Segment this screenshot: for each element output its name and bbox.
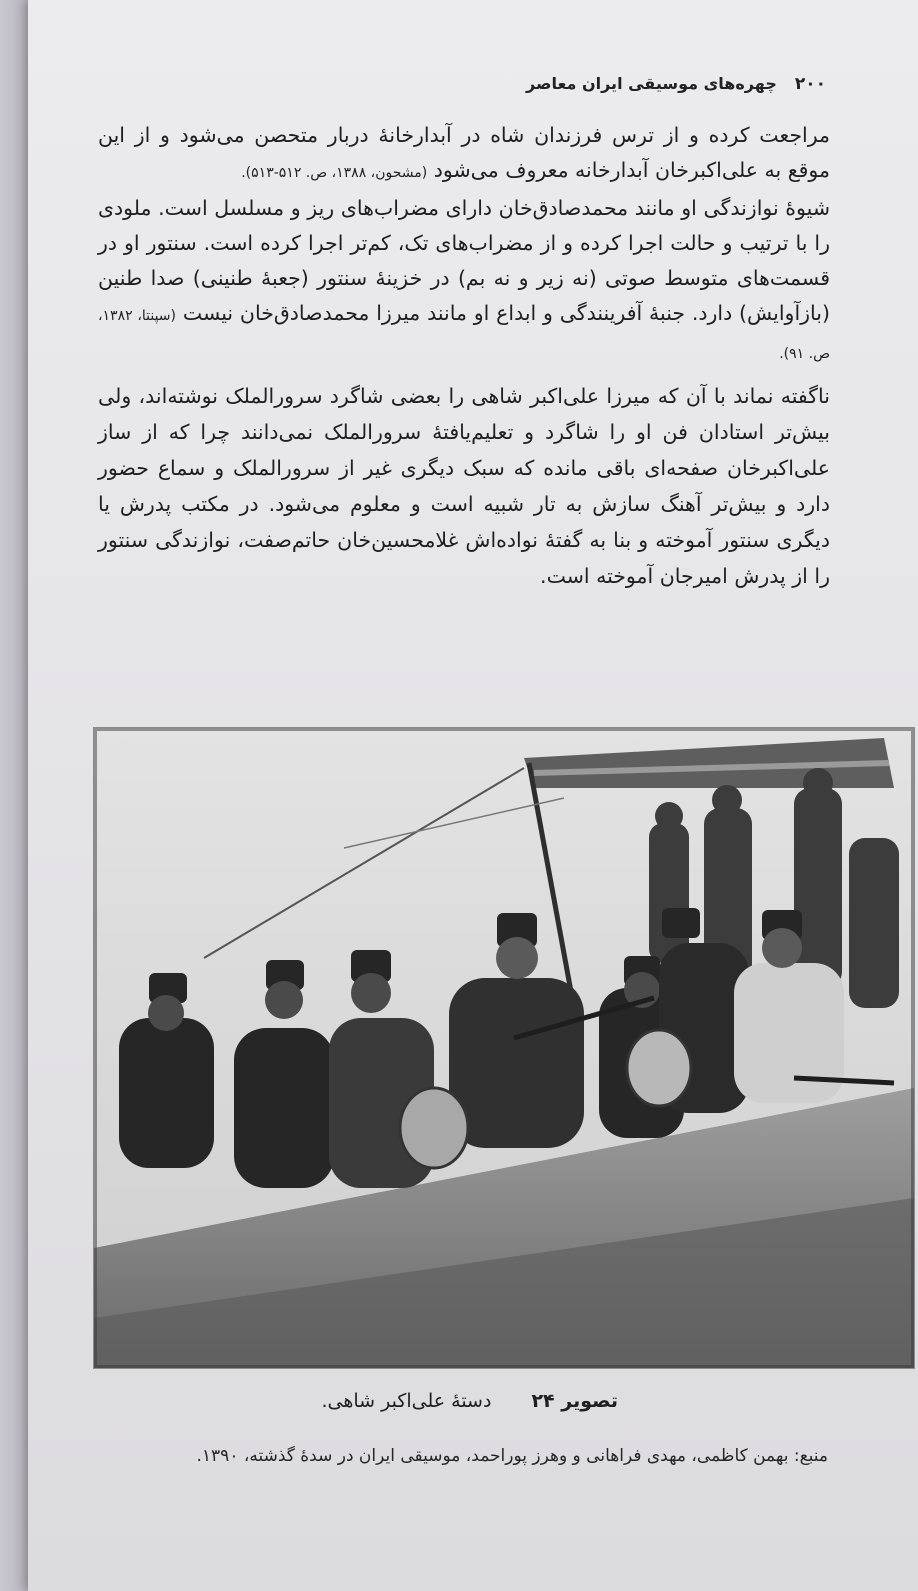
running-header (526, 74, 826, 94)
paragraph-3 (98, 378, 830, 594)
paragraph-2-text: شیوهٔ نوازندگی او مانند محمدصادق‌خان دارای مضراب‌های ریز و مسلسل است. ملودی را با ترتیب و حالت اجرا کرده و از مضراب‌های تک، کم‌تر اجرا کرده است. سنتور او در قسمت‌های متوسط صوتی (نه زیر و نه بم) در خزینهٔ سنتور (جعبهٔ طنینی) صدا طنین (بازآوایش) دارد. جنبهٔ آفرینندگی و ابداع او مانند میرزا محمدصادق‌خان نیست (98, 196, 830, 325)
page-number: ۲۰۰ (794, 74, 826, 94)
book-page (28, 0, 918, 1591)
paragraph-2-citation: (سپنتا، ۱۳۸۲، ص. ۹۱). (98, 308, 830, 362)
paragraph-3-text: ناگفته نماند با آن که میرزا علی‌اکبر شاهی را بعضی شاگرد سرورالملک نوشته‌اند، ولی بیش‌تر استادان فن او را شاگرد و تعلیم‌یافتهٔ سرورالملک نمی‌دانند چرا که از ساز علی‌اکبرخان صفحه‌ای باقی مانده که سبک دیگری غیر از سرورالملک و سماع حضور دارد و بیش‌تر آهنگ سازش به تار شبیه است و معلوم می‌شود. در مکتب پدرش یا دیگری سنتور آموخته و بنا به گفتهٔ نواده‌اش غلامحسین‌خان حاتم‌صفت، نوازندگی سنتور را از پدرش امیرجان آموخته است. (98, 384, 830, 588)
paragraph-1 (98, 118, 830, 191)
paragraph-1-text: مراجعت کرده و از ترس فرزندان شاه در آبدارخانهٔ دربار متحصن می‌شود و از این موقع به علی‌اکبرخان آبدارخانه معروف می‌شود (98, 123, 830, 182)
running-title: چهره‌های موسیقی ایران معاصر (526, 74, 777, 93)
historical-photograph (94, 728, 914, 1368)
body-text (98, 118, 830, 594)
paragraph-2 (98, 191, 830, 372)
figure-source: منبع: بهمن کاظمی، مهدی فراهانی و وهرز پوراحمد، موسیقی ایران در سدهٔ گذشته، ۱۳۹۰. (196, 1446, 828, 1466)
figure-caption (321, 1390, 618, 1412)
figure-label: تصویر ۲۴ (531, 1390, 618, 1412)
figure-caption-text: دستهٔ علی‌اکبر شاهی. (321, 1390, 492, 1412)
photo-illustration (94, 728, 914, 1368)
paragraph-1-citation: (مشحون، ۱۳۸۸، ص. ۵۱۲-۵۱۳). (241, 165, 428, 181)
